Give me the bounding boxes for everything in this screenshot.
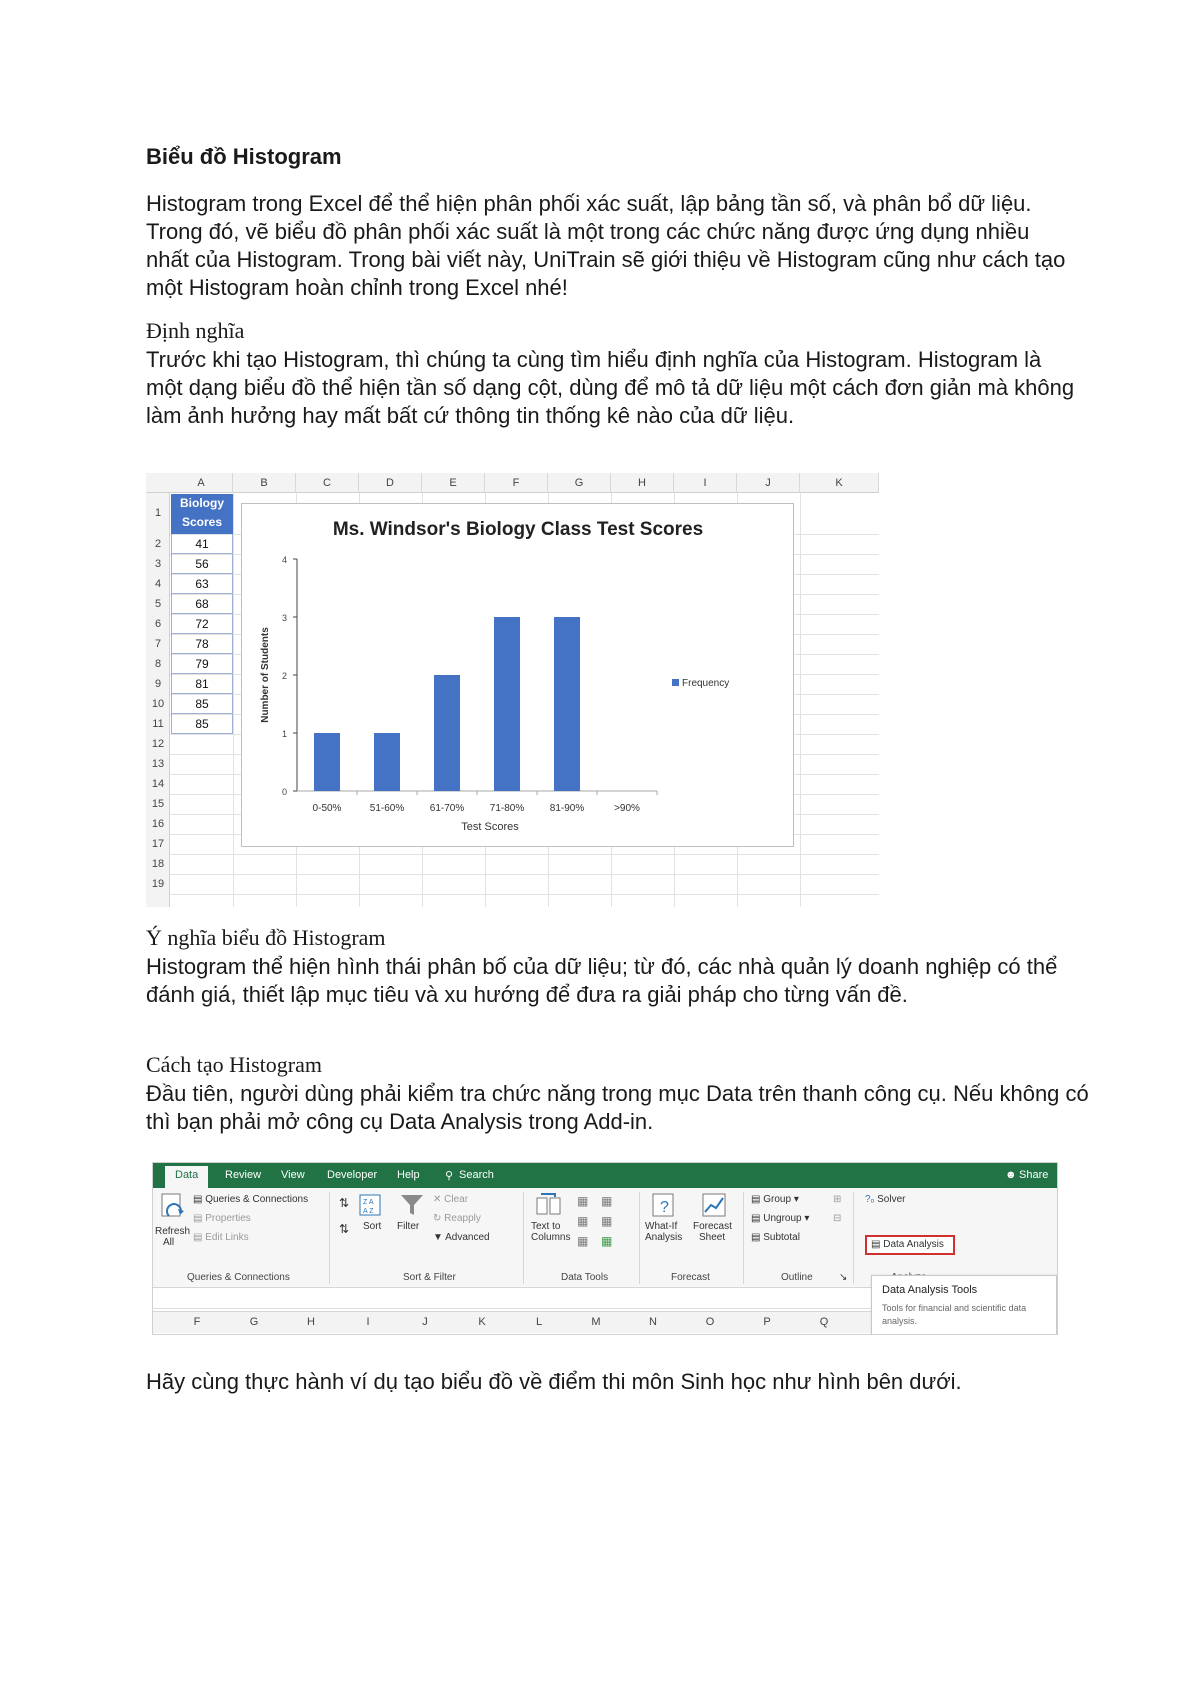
solver-icon: ?ₒ <box>865 1194 875 1205</box>
x-tick-label: 71-80% <box>489 803 525 814</box>
column-header[interactable]: H <box>307 1316 315 1328</box>
x-tick-label: >90% <box>614 803 640 814</box>
svg-text:?: ? <box>660 1199 669 1216</box>
forecast-sheet-icon <box>701 1192 729 1220</box>
separator <box>743 1192 744 1284</box>
column-header[interactable]: E <box>422 473 485 493</box>
properties-button[interactable] <box>193 1213 251 1224</box>
column-header[interactable]: I <box>366 1316 370 1328</box>
gridline <box>170 854 879 855</box>
what-if-label-1: What-If <box>645 1221 678 1232</box>
intro-paragraph: Histogram trong Excel để thể hiện phân phối xác suất, lập bảng tần số, và phân bổ dữ liệu. Trong đó, vẽ biểu đồ phân phối xác suất là một trong các chức năng được ứng dụng nhiều nhất của Histogram. Trong bài viết này, UniTrain sẽ giới thiệu về Histogram cũng như cách tạo một Histogram hoàn chỉnh trong Excel nhé! <box>146 191 1066 300</box>
row-header[interactable]: 16 <box>151 818 165 830</box>
consolidate-icon[interactable]: ▦ <box>601 1194 613 1208</box>
subtotal-icon: ▤ <box>751 1232 761 1243</box>
sort-dialog-icon <box>359 1194 383 1218</box>
gridline <box>800 493 801 907</box>
data-analysis-button[interactable] <box>871 1239 944 1250</box>
outline-group-label: Outline <box>781 1272 813 1283</box>
score-cell[interactable]: 68 <box>171 594 233 614</box>
datatools-group-label: Data Tools <box>561 1272 609 1283</box>
column-letters <box>153 1311 873 1333</box>
column-header[interactable]: B <box>233 473 296 493</box>
row-header[interactable]: 8 <box>154 658 162 670</box>
row-header[interactable]: 15 <box>151 798 165 810</box>
sort-za-icon[interactable]: ⇅ <box>339 1222 350 1236</box>
tab-help[interactable]: Help <box>397 1169 420 1181</box>
remove-duplicates-icon[interactable]: ▦ <box>577 1214 589 1228</box>
ungroup-label: Ungroup <box>763 1213 802 1224</box>
properties-label: Properties <box>205 1213 251 1224</box>
x-tick-label: 81-90% <box>549 803 585 814</box>
forecast-label-1: Forecast <box>693 1221 732 1232</box>
properties-icon: ▤ <box>193 1213 203 1224</box>
text-to-columns-button[interactable] <box>531 1221 570 1243</box>
histogram-svg <box>242 504 795 848</box>
tab-data[interactable]: Data <box>165 1166 208 1188</box>
y-tick-label: 3 <box>281 613 287 623</box>
column-header[interactable]: K <box>800 473 879 493</box>
subtotal-button[interactable] <box>751 1232 800 1243</box>
row-header[interactable]: 14 <box>151 778 165 790</box>
histogram-bar <box>434 675 460 791</box>
score-cell[interactable]: 78 <box>171 634 233 654</box>
row-header[interactable]: 4 <box>154 578 162 590</box>
excel-ribbon-screenshot <box>152 1162 1058 1335</box>
x-axis-label: Test Scores <box>461 821 519 833</box>
forecast-label-2: Sheet <box>699 1232 726 1243</box>
group-label: Group <box>763 1194 792 1205</box>
row-header[interactable]: 13 <box>151 758 165 770</box>
column-header[interactable]: K <box>478 1316 486 1328</box>
excel-histogram-screenshot <box>146 473 879 907</box>
gridline <box>170 874 879 875</box>
legend-label: Frequency <box>682 678 730 689</box>
header-line-1: Biology <box>180 496 224 510</box>
data-validation-icon[interactable]: ▦ <box>577 1234 589 1248</box>
what-if-analysis-button[interactable] <box>645 1221 682 1243</box>
row-header[interactable]: 5 <box>154 598 162 610</box>
clear-icon: ✕ <box>433 1194 442 1205</box>
x-tick-label: 61-70% <box>429 803 465 814</box>
row-header[interactable]: 7 <box>154 638 162 650</box>
gridline <box>170 894 879 895</box>
data-analysis-label: Data Analysis <box>883 1239 944 1250</box>
data-analysis-icon: ▤ <box>871 1239 881 1250</box>
row-header-column <box>146 493 170 907</box>
legend-swatch <box>672 679 679 686</box>
svg-text:Z A: Z A <box>363 1199 374 1206</box>
row-header[interactable]: 2 <box>154 538 162 550</box>
column-header[interactable]: I <box>674 473 737 493</box>
column-header[interactable]: L <box>535 1316 543 1328</box>
share-button[interactable]: Share <box>1019 1169 1049 1181</box>
filter-icon <box>399 1192 425 1218</box>
row-header[interactable]: 3 <box>154 558 162 570</box>
histogram-bar <box>314 733 340 791</box>
chart-title: Ms. Windsor's Biology Class Test Scores <box>332 519 704 540</box>
advanced-filter-icon: ▼ <box>433 1232 443 1243</box>
sort-az-icon[interactable]: ⇅ <box>339 1196 350 1210</box>
column-header[interactable]: P <box>763 1316 771 1328</box>
tooltip-title: Data Analysis Tools <box>882 1284 978 1296</box>
howto-paragraph: Đầu tiên, người dùng phải kiểm tra chức năng trong mục Data trên thanh công cụ. Nếu không có thì bạn phải mở công cụ Data Analysis trong Add-in. <box>146 1081 1089 1134</box>
data-model-icon[interactable]: ▦ <box>601 1234 613 1248</box>
what-if-label-2: Analysis <box>645 1232 683 1243</box>
tab-search[interactable]: Search <box>459 1169 494 1181</box>
column-header[interactable]: C <box>296 473 359 493</box>
refresh-label-2: All <box>163 1237 175 1248</box>
row-header[interactable]: 19 <box>151 878 165 890</box>
advanced-label: Advanced <box>445 1232 490 1243</box>
reapply-label: Reapply <box>444 1213 481 1224</box>
x-tick-label: 51-60% <box>369 803 405 814</box>
y-tick-label: 2 <box>281 671 287 681</box>
what-if-icon <box>651 1192 679 1220</box>
hide-detail-icon[interactable]: ⊟ <box>833 1213 842 1224</box>
definition-heading: Định nghĩa <box>146 318 245 343</box>
score-cell[interactable]: 56 <box>171 554 233 574</box>
edit-links-icon: ▤ <box>193 1232 203 1243</box>
sort-button[interactable]: Sort <box>363 1221 382 1232</box>
flash-fill-icon[interactable]: ▦ <box>577 1194 589 1208</box>
relationships-icon[interactable]: ▦ <box>601 1214 613 1228</box>
text-to-label-2: Columns <box>531 1232 571 1243</box>
ungroup-icon: ▤ <box>751 1213 761 1224</box>
row-header[interactable]: 10 <box>151 698 165 710</box>
text-to-columns-icon <box>535 1192 563 1218</box>
column-header[interactable]: O <box>705 1316 715 1328</box>
refresh-label-1: Refresh <box>155 1226 191 1237</box>
histogram-bar <box>494 617 520 791</box>
filter-button[interactable]: Filter <box>397 1221 420 1232</box>
edit-links-label: Edit Links <box>205 1232 249 1243</box>
separator <box>329 1192 330 1284</box>
meaning-heading: Ý nghĩa biểu đồ Histogram <box>146 925 386 950</box>
column-header[interactable]: F <box>193 1316 201 1328</box>
solver-button[interactable] <box>865 1194 905 1205</box>
ribbon-body <box>153 1188 1058 1288</box>
x-tick-label: 0-50% <box>312 803 342 814</box>
sortfilter-group-label: Sort & Filter <box>403 1272 456 1283</box>
column-header[interactable]: J <box>737 473 800 493</box>
share-icon: ☻ <box>1005 1169 1017 1181</box>
y-tick-label: 4 <box>281 555 287 565</box>
data-analysis-tooltip <box>871 1275 1057 1335</box>
column-header-row <box>146 473 879 493</box>
column-header[interactable]: A <box>170 473 233 493</box>
row-header[interactable]: 11 <box>152 718 164 730</box>
svg-text:A Z: A Z <box>363 1208 374 1215</box>
column-header[interactable]: H <box>611 473 674 493</box>
meaning-paragraph: Histogram thể hiện hình thái phân bố của dữ liệu; từ đó, các nhà quản lý doanh nghiệp có thể đánh giá, thiết lập mục tiêu và xu hướng để đưa ra giải pháp cho từng vấn đề. <box>146 954 1058 1007</box>
group-button[interactable] <box>751 1194 799 1205</box>
y-tick-label: 1 <box>281 729 287 739</box>
chevron-down-icon: ▾ <box>804 1213 810 1224</box>
row-header[interactable]: 9 <box>154 678 162 690</box>
ungroup-button[interactable] <box>751 1213 809 1224</box>
outline-launcher-icon[interactable]: ↘ <box>839 1272 848 1283</box>
tooltip-description: Tools for financial and scientific data analysis. <box>882 1303 1027 1326</box>
howto-heading: Cách tạo Histogram <box>146 1052 322 1077</box>
queries-group-label: Queries & Connections <box>187 1272 290 1283</box>
column-header[interactable]: G <box>249 1316 259 1328</box>
score-cell[interactable]: 81 <box>171 674 233 694</box>
column-header[interactable]: M <box>591 1316 601 1328</box>
column-header[interactable]: Q <box>819 1316 829 1328</box>
text-to-label-1: Text to <box>531 1221 561 1232</box>
score-cell[interactable]: 63 <box>171 574 233 594</box>
column-header[interactable]: G <box>548 473 611 493</box>
formula-bar[interactable] <box>153 1289 873 1309</box>
advanced-button[interactable] <box>433 1232 490 1243</box>
row-header[interactable]: 18 <box>151 858 165 870</box>
solver-label: Solver <box>877 1194 906 1205</box>
tab-view[interactable]: View <box>281 1169 305 1181</box>
row-header[interactable]: 6 <box>154 618 162 630</box>
separator <box>639 1192 640 1284</box>
group-icon: ▤ <box>751 1194 761 1205</box>
subtotal-label: Subtotal <box>763 1232 800 1243</box>
row-header[interactable]: 12 <box>151 738 165 750</box>
edit-links-button[interactable] <box>193 1232 249 1243</box>
separator <box>523 1192 524 1284</box>
histogram-bar <box>374 733 400 791</box>
refresh-icon <box>159 1192 187 1224</box>
queries-connections-button[interactable] <box>193 1194 308 1205</box>
clear-label: Clear <box>444 1194 469 1205</box>
page-title: Biểu đồ Histogram <box>146 144 342 169</box>
score-cell[interactable]: 41 <box>171 534 233 554</box>
forecast-sheet-button[interactable] <box>693 1221 732 1243</box>
queries-connections-label: Queries & Connections <box>205 1194 309 1205</box>
column-header[interactable]: N <box>649 1316 657 1328</box>
tab-developer[interactable]: Developer <box>327 1169 378 1181</box>
row-header[interactable]: 17 <box>151 838 165 850</box>
separator <box>853 1192 854 1284</box>
queries-icon: ▤ <box>193 1194 203 1205</box>
forecast-group-label: Forecast <box>671 1272 710 1283</box>
reapply-icon: ↻ <box>433 1213 442 1224</box>
closing-paragraph: Hãy cùng thực hành ví dụ tạo biểu đồ về điểm thi môn Sinh học như hình bên dưới. <box>146 1369 962 1394</box>
histogram-bar <box>554 617 580 791</box>
definition-paragraph: Trước khi tạo Histogram, thì chúng ta cùng tìm hiểu định nghĩa của Histogram. Histogram là một dạng biểu đồ thể hiện tần số dạng cột, dùng để mô tả dữ liệu một cách đơn giản mà không làm ảnh hưởng hay mất bất cứ thông tin thống kê nào của dữ liệu. <box>146 347 1075 428</box>
reapply-button[interactable] <box>433 1213 481 1224</box>
y-tick-label: 0 <box>281 787 287 797</box>
biology-scores-header <box>171 494 233 534</box>
show-detail-icon[interactable]: ⊞ <box>833 1194 842 1205</box>
search-icon[interactable]: ⚲ <box>445 1170 454 1182</box>
score-cell[interactable]: 79 <box>171 654 233 674</box>
clear-button[interactable] <box>433 1194 468 1205</box>
refresh-all-button[interactable] <box>155 1226 190 1248</box>
header-line-2: Scores <box>181 515 223 529</box>
score-cell[interactable]: 85 <box>171 694 233 714</box>
chevron-down-icon: ▾ <box>793 1194 799 1205</box>
column-header[interactable]: J <box>422 1316 428 1328</box>
score-cell[interactable]: 85 <box>171 714 233 734</box>
score-cell[interactable]: 72 <box>171 614 233 634</box>
column-header[interactable]: F <box>485 473 548 493</box>
gridline <box>233 493 234 907</box>
histogram-chart <box>241 503 794 847</box>
row-header[interactable]: 1 <box>154 507 162 519</box>
y-axis-label: Number of Students <box>260 627 271 723</box>
column-header[interactable]: D <box>359 473 422 493</box>
tab-review[interactable]: Review <box>225 1169 262 1181</box>
ribbon-tab-bar <box>153 1163 1058 1188</box>
